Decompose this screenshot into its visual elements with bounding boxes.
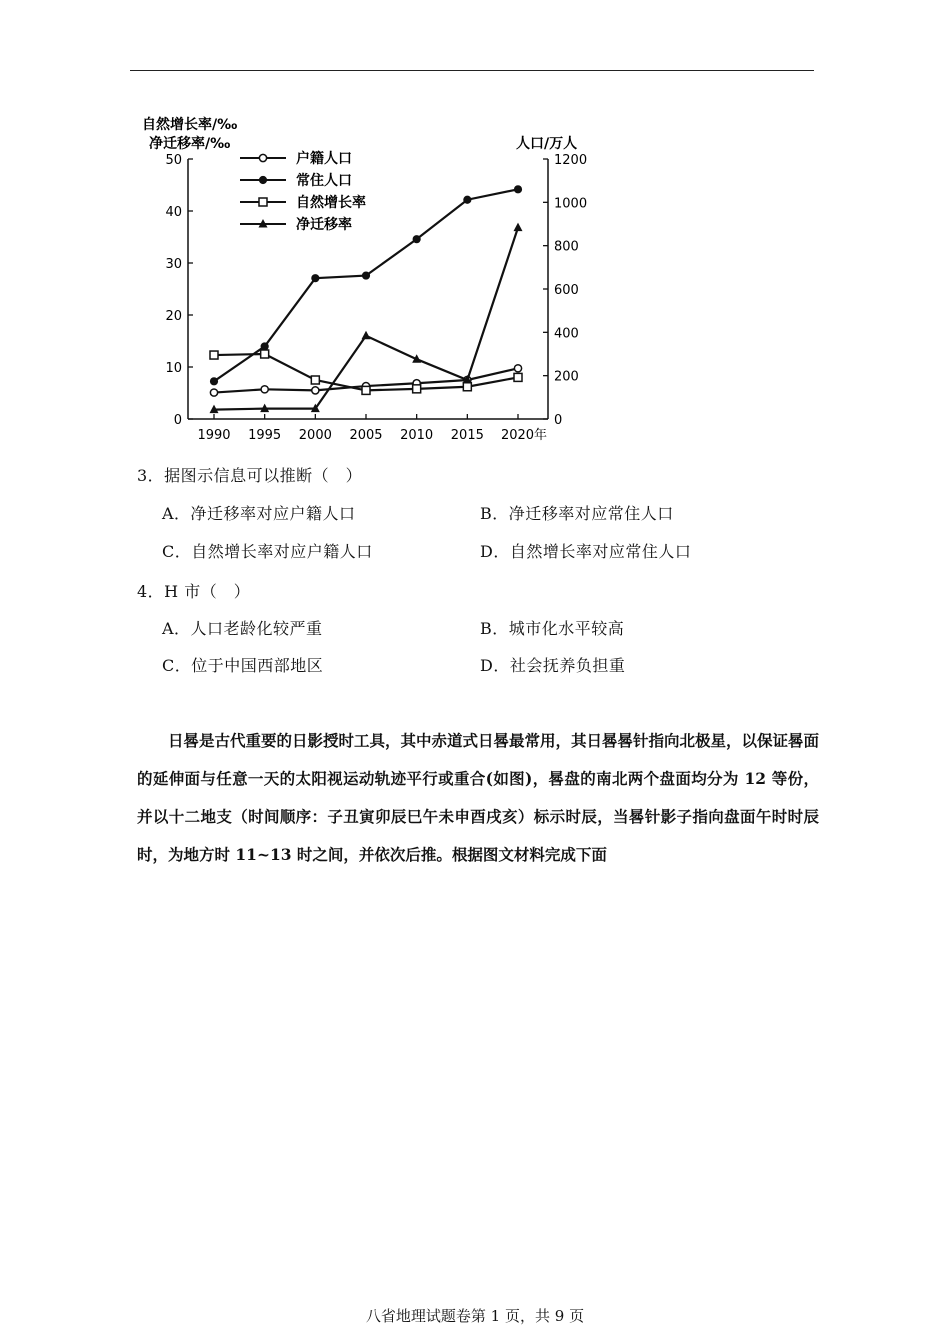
household-population-legend-marker [259,154,266,161]
natural-growth-rate-point [514,373,522,381]
x-tick-label: 2010 [400,428,434,443]
resident-population-line [214,189,518,381]
question-3-option-a[interactable]: A．净迁移率对应户籍人口 [162,504,356,523]
left-axis-label-2: 净迁移率/‰ [149,136,231,152]
chart-legend [240,150,366,233]
resident-population-point [413,236,420,243]
page-footer: 八省地理试题卷第 1 页，共 9 页 [365,1307,585,1325]
resident-population-point [514,186,521,193]
passage-text: 日晷是古代重要的日影授时工具，其中赤道式日晷最常用，其日晷晷针指向北极星，以保证晷面的延伸面与任意一天的太阳视运动轨迹平行或重合(如图)，晷盘的南北两个盘面均分为 12 等份，并以十二地支（时间顺序：子丑寅卯辰巳午未申酉戌亥）标示时辰，当晷针影子指向盘面午时时辰时，为地方时 11~13 时之间，并依次后推。根据图文材料完成下面 [137,731,820,864]
question-3-option-b[interactable]: B．净迁移率对应常住人口 [480,504,674,523]
left-axis-label-1: 自然增长率/‰ [142,117,238,133]
household-population-point [514,365,521,372]
net-migration-rate-legend-label: 净迁移率 [296,217,352,233]
question-3-option-d[interactable]: D．自然增长率对应常住人口 [480,542,692,561]
right-tick-label: 400 [554,326,579,342]
question-4-option-d[interactable]: D．社会抚养负担重 [480,656,626,675]
natural-growth-rate-point [210,351,218,359]
x-tick-label: 2020年 [500,428,548,443]
question-3-stem: 3．据图示信息可以推断（ ） [137,466,363,485]
resident-population-point [210,378,217,385]
natural-growth-rate-legend-label: 自然增长率 [296,195,366,211]
natural-growth-rate-point [413,385,421,393]
left-tick-label: 20 [165,309,182,324]
natural-growth-rate-point [261,350,269,358]
question-3-option-c[interactable]: C．自然增长率对应户籍人口 [162,542,373,561]
right-tick-label: 600 [554,283,579,298]
natural-growth-rate-point [362,386,370,394]
question-4-stem: 4．H 市（ ） [137,582,251,601]
right-tick-label: 1000 [554,196,588,212]
resident-population-point [464,196,471,203]
natural-growth-rate-legend-marker [259,198,267,206]
left-tick-label: 40 [165,205,182,220]
net-migration-rate-point [514,223,523,232]
x-tick-label: 2000 [298,428,332,443]
household-population-legend-label: 户籍人口 [296,151,352,167]
top-rule [130,70,814,71]
right-tick-label: 800 [554,239,579,255]
x-tick-label: 1990 [197,428,231,443]
left-tick-label: 10 [165,361,182,376]
chart-series [210,186,523,413]
right-axis-label: 人口/万人 [516,136,578,152]
right-tick-label: 200 [554,369,579,385]
left-tick-label: 30 [165,257,182,272]
x-tick-label: 2015 [450,428,484,443]
household-population-point [261,386,268,393]
chart-axes [165,153,587,443]
left-tick-label: 50 [165,153,182,168]
sundial-passage [137,722,819,874]
resident-population-point [362,272,369,279]
question-4-option-a[interactable]: A．人口老龄化较严重 [162,619,323,638]
resident-population-legend-marker [259,176,266,183]
question-4-option-c[interactable]: C．位于中国西部地区 [162,656,324,675]
x-tick-label: 1995 [248,428,282,443]
question-4-option-b[interactable]: B．城市化水平较高 [480,619,625,638]
left-tick-label: 0 [173,413,182,428]
household-population-point [312,387,319,394]
right-tick-label: 1200 [554,153,588,168]
net-migration-rate-point [362,331,371,340]
resident-population-point [261,343,268,350]
right-tick-label: 0 [554,413,563,428]
household-population-point [210,389,217,396]
resident-population-legend-label: 常住人口 [296,173,352,189]
natural-growth-rate-point [463,383,471,391]
resident-population-point [312,275,319,282]
natural-growth-rate-point [311,376,319,384]
x-tick-label: 2005 [349,428,383,443]
population-chart [120,108,600,448]
